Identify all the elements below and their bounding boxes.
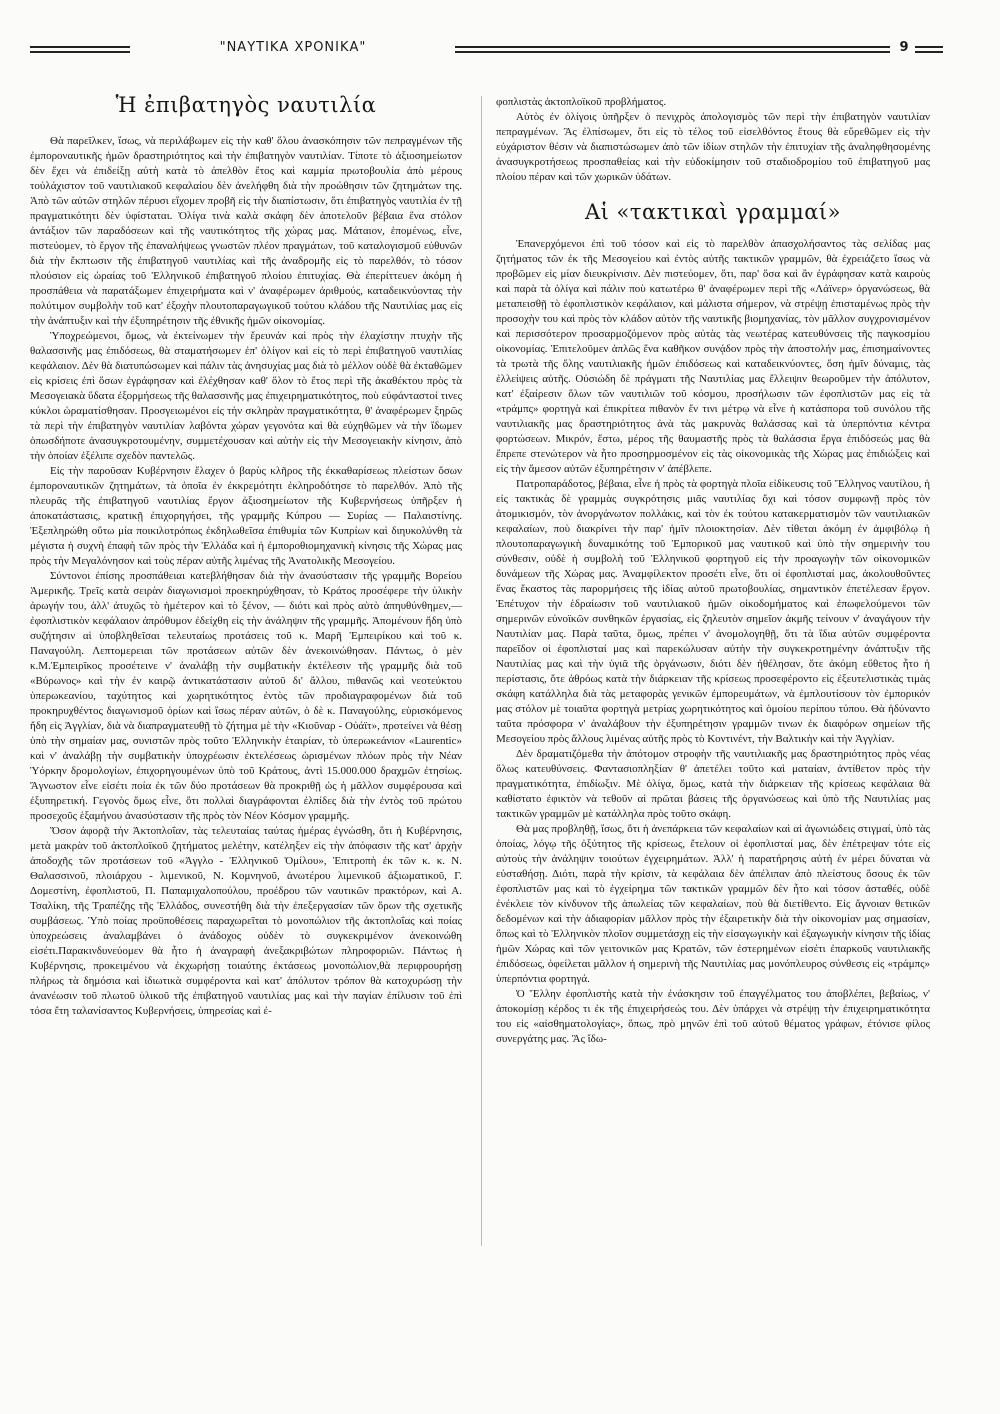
right-column bbox=[496, 95, 930, 1047]
article-paragraph: Ὑποχρεώμενοι, ὅμως, νὰ ἐκτείνωμεν τὴν ἔρευνάν καὶ πρὸς τὴν ἐλαχίστην πτυχὴν τῆς θαλασσινῆς μας ἐπιδόσεως, θὰ σταματήσωμεν ἐπ' ὀλίγον καὶ εἰς τὸ περὶ ἐπιβατηγοῦ ναυτιλίας κεφάλαιον. Δὲν θὰ διατυπώσωμεν καὶ πάλιν τὰς ἀνησυχίας μας διὰ τὸ μέλλον οὐδὲ θὰ ἐκταθῶμεν εἰς κρίσεις ἐπὶ ὅσων ἐγράφησαν καὶ ἐλέχθησαν καθ' ὅλον τὸ ἔτος περὶ τῆς ἀκαθέκτου πρὸς τὰ Μεσογειακὰ ὕδατα ἐξορμήσεως τῆς θαλασσινῆς μας ἐπιχειρηματικότητος, ποὺ εὐφάνταστοί τινες κύκλοι ὡραματίσθησαν. Προσγειωμένοι εἰς τὴν σκληρὰν πραγματικότητα, θ' ἀναφέρωμεν ξηρῶς τὰ περὶ τὴν ἐπιβατηγὸν ναυτιλίαν λαβόντα χώραν γεγονότα καὶ θὰ εὐχηθῶμεν νὰ τὴν ἴδωμεν ὁπωσδήποτε ἀνασυγκροτουμένην, συμμετέχουσαν καὶ αὐτὴν εἰς τὴν Μεσογειακὴν κίνησιν, ἀπὸ τὴν ὁποίαν ἐξέλιπε σχεδὸν παντελῶς. bbox=[30, 330, 462, 462]
article-paragraph: Ἐπανερχόμενοι ἐπὶ τοῦ τόσον καὶ εἰς τὸ παρελθὸν ἀπασχολήσαντος τὰς σελίδας μας ζητήματος τῶν ἐκ τῆς Μεσογείου καὶ ἐντὸς αὐτῆς τακτικῶν γραμμῶν, θὰ ἐχρειάζετο ἴσως νὰ προβῶμεν εἰς μίαν διευκρίνισιν. Δὲν πιστεύομεν, ὅτι, παρ' ὅσα καὶ ἂν ἐγράφησαν κατὰ καιροὺς καὶ παρὰ τὰ ὀλίγα καὶ πάλιν ποὺ κατωτέρω θ' ἀναφέρωμεν περὶ τῆς «Λάϊνερ» ὀργανώσεως, θὰ μεταπεισθῇ τὸ ἐφοπλιστικὸν κεφάλαιον, καὶ μάλιστα σήμερον, νὰ στρέψῃ ἐπισταμένως πρὸς τὴν προσοχὴν του καὶ πρὸς τὸν κλάδον αὐτὸν τῆς ναυτικῆς βιομηχανίας, τὸν μᾶλλον συγχρονισμένον καὶ περισσότερον προσαρμοζόμενον πρὸς αὐτὰς τὰς νεωτέρας κατευθύνσεις τῆς παγκοσμίου οἰκονομίας. Ἐπιτελοῦμεν ἁπλῶς ἕνα καθῆκον συνᾴδον πρὸς τὴν ἀποστολήν μας, ἐπισημαίνοντες τὰ τρωτὰ τῆς ὅλης ναυτιλιακῆς ἡμῶν ἐπιδόσεως καὶ καταδεικνύοντες, ὅση ἡμῖν δύναμις, τὰς ἐλλείψεις αὐτῆς. Οὐσιώδη δὲ πράγματι τῆς Ναυτιλίας μας ἔλλειψιν θεωροῦμεν τὴν ἀπόλυτον, κατ' ἐξαίρεσιν ὅλων τῶν ναυτιλιῶν τοῦ κόσμου, προσήλωσιν τῶν ἐφοπλιστῶν μας εἰς τὰ «τράμπς» φορτηγὰ καὶ ἐπικρίτεα πιθανὸν ἔν τινι μέτρῳ νὰ εἶνε ἡ κατάσπορα τοῦ συνόλου τῆς ναυτιλιακῆς μας δραστηριότητος ἀνὰ τὰς μακρυνὰς θαλάσσας καὶ τὰ ὑπερπόντια κέντρα φορτώσεων. Μικρόν, ἔστω, μέρος τῆς θαυμαστῆς πρὸς τὰ θαλάσσια ἔργα ἐπιδόσεώς μας θὰ ἔπρεπε στενώτερον νὰ ἦτο προσηρμοσμένον εἰς τὰς οἰκονομικὰς τῆς Χώρας μας ἐπιδιώξεις καὶ εἰς τὴν ἄμεσον αὐτῶν ἐξυπηρέτησιν ν' ἀπέβλεπε. bbox=[496, 238, 930, 475]
article-paragraph: Σύντονοι ἐπίσης προσπάθειαι κατεβλήθησαν διὰ τὴν ἀνασύστασιν τῆς γραμμῆς Βορείου Ἀμερικῆς. Τρεῖς κατὰ σειρὰν διαγωνισμοὶ προεκηρύχθησαν, τὸ Κράτος προσέφερε τὴν ὑλικὴν ἀρωγήν του, ἀλλ' ἀτυχῶς τὸ ἡμέτερον καὶ τὸ ξένον, — διότι καὶ πρὸς αὐτὸ ἀπηυθύνθημεν,— ἐφοπλιστικὸν κεφάλαιον ἀπρόθυμον ἐδείχθη εἰς τὴν ἀνάληψιν τῆς γραμμῆς. Ἀπομένουν ἤδη ὑπὸ συζήτησιν αἱ ὑποβληθεῖσαι τελευταίως προτάσεις τοῦ κ. Μαρῆ Ἐμπειρίκου καὶ τοῦ κ. Παναγούλη. Λεπτομερειαι τῶν προτάσεων αὐτῶν δὲν ἀνεκοινώθησαν. Πάντως, ὁ μὲν κ.Μ.Ἐμπειρῖκος προσέτεινε ν' ἀναλάβῃ τὴν συμβατικὴν ἐκτέλεσιν τῆς γραμμῆς διὰ τοῦ «Βύρωνος» καὶ τὴν ἐν καιρῷ ἀντικατάστασιν αὐτοῦ δι' ἄλλου, πιθανῶς καὶ νεοτεύκτου ὑπερωκεανίου, ταχύτητος καὶ χωρητικότητος ἐντὸς τῶν προδιαγραφομένων διὰ τοῦ προκηρυχθέντος διαγωνισμοῦ ὁρίων καὶ ἴσως πέραν αὐτῶν, ὁ δὲ κ. Παναγούλης, εὑρισκόμενος ἤδη εἰς Ἀγγλίαν, διὰ νὰ διαπραγματευθῇ τὸ ζήτημα μὲ τὴν «Κιοῦναρ - Οὐάϊτ», προτείνει νὰ θέσῃ ὑπὸ τὴν σημαίαν μας, συνιστῶν πρὸς τοῦτο Ἑλληνικὴν ἑταιρίαν, τὸ ὑπερωκεάνιον «Laurentic» καὶ ν' ἀναλάβῃ τὴν συμβατικὴν ὑποχρέωσιν ἐκτελέσεως ὡρισμένων πλόων πρὸς τὴν Νέαν Ὑόρκην δρομολογίων, ἐπιχορηγουμένων ὑπὸ τοῦ Κράτους, ἀντὶ 15.000.000 δραχμῶν ἐτησίως. Ἄγνωστον εἶνε εἰσέτι ποία ἐκ τῶν δύο προτάσεων θὰ προκριθῇ ὡς ἡ μᾶλλον συμφέρουσα καὶ ἐξυπηρετική. Γεγονὸς ὅμως εἶνε, ὅτι πολλαὶ διαγράφονται ἐλπίδες διὰ τὴν ἐντὸς τοῦ πρώτου προσεχοῦς ἑξαμήνου ἀνασύστασιν τῆς πρὸς τὸν Νέον Κόσμον γραμμῆς. bbox=[30, 570, 462, 822]
left-column bbox=[30, 88, 462, 1019]
article-title-regular-lines: Αἱ «τακτικαὶ γραμμαί» bbox=[584, 200, 842, 224]
article-paragraph: Εἰς τὴν παροῦσαν Κυβέρνησιν ἔλαχεν ὁ βαρὺς κλῆρος τῆς ἐκκαθαρίσεως πλείστων ὅσων ἐμποροναυτικῶν ζητημάτων, τὰ ὁποῖα ἐν ἐκκρεμότητι ἐκληροδότησε τὸ παρελθόν. Ἀπὸ τῆς πλευρᾶς τῆς ἐπιβατηγοῦ ναυτιλίας ἔργον ἀξιοσημείωτον τῆς Κυβερνήσεως ὑπῆρξεν ἡ ἀποκατάστασις, κρατικῇ ἐπιχορηγήσει, τῆς γραμμῆς Κύπρου — Συρίας — Παλαιστίνης. Ἐξεπληρώθη οὕτω μία ποικιλοτρόπως ἐκδηλωθεῖσα ἐπιθυμία τῶν Κυπρίων καὶ διηυκολύνθη τὰ μέγιστα ἡ συχνὴ ἐπαφὴ τῶν πρὸς τὴν Ἑλλάδα καὶ ἡ ἐμποροθιομηχανικὴ κίνησις τῆς Χώρας μας πρὸς τὴν Μεγαλόνησον καὶ τοὺς πέραν αὐτῆς λιμένας τῆς Ἀνατολικῆς Μεσογείου. bbox=[30, 465, 462, 567]
article-paragraph: Θὰ παρεῖλκεν, ἴσως, νὰ περιλάβωμεν εἰς τὴν καθ' ὅλου ἀνασκόπησιν τῶν πεπραγμένων τῆς ἐμποροναυτικῆς ἡμῶν δραστηριότητος καὶ τὴν ἐπιβατηγὸν ναυτιλίαν. Τίποτε τὸ ἀξιοσημείωτον δὲν ἔχει νὰ ἐπιδείξῃ αὐτὴ κατὰ τὸ ἀπελθὸν ἔτος καὶ καμμία πρωτοβουλία ἀπὸ μέρους τοὐλάχιστον τοῦ ναυτιλιακοῦ κεφαλαίου δὲν ἀνελήφθη διὰ τὴν προώθησιν τῶν ζητημάτων της. Ἀπὸ τῶν αὐτῶν στηλῶν πέρυσι εἴχομεν προβῆ εἰς τὴν διαπίστωσιν, ὅτι ἐπιβατηγὸς ναυτιλία ἐν τῇ πραγματικότητι δὲν ὑφίσταται. Ὀλίγα τινὰ καλὰ σκάφη δὲν ἀποτελοῦν βέβαια ἕνα στόλον ἀντάξιον τῶν παραδόσεων καὶ τῆς ναυτικότητος τῆς χώρας μας. Μάταιον, ἑπομένως, εἶνε, πιστεύομεν, τὸ ἔργον τῆς ἐπαναλήψεως γνωστῶν πλέον πραγμάτων, τοῦ καταλογισμοῦ εὐθυνῶν διὰ τὴν ἔκπτωσιν τῆς ἐπιβατηγοῦ ναυτιλίας καὶ τῆς ἀναδρομῆς εἰς τὸ παρελθόν, τὸ τόσον πλούσιον εἰς ὡραίας τοῦ Ἑλληνικοῦ ἐπιβατηγοῦ πλοίου ἐπιτυχίας. Θὰ ἐπερίττευεν ἀκόμη ἡ προσπάθεια νὰ παρατάξωμεν ἐπιχειρήματα καὶ ν' ἀναφέρωμεν ἀριθμούς, καταδεικνύοντας τὴν πολύτιμον συμβολὴν τοῦ κατ' ἐξοχὴν πλουτοπαραγωγικοῦ τούτου κλάδου τῆς Ναυτιλίας μας εἰς τὴν ἀνάπτυξιν καὶ τὴν ἐξυπηρέτησιν τῆς ἐθνικῆς ἡμῶν οἰκονομίας. bbox=[30, 135, 462, 327]
header-rule-end bbox=[915, 46, 943, 53]
journal-title: "ΝΑΥΤΙΚΑ ΧΡΟΝΙΚΑ" bbox=[219, 40, 367, 55]
article-paragraph: Πατροπαράδοτος, βέβαια, εἶνε ἡ πρὸς τὰ φορτηγὰ πλοῖα εἰδίκευσις τοῦ Ἕλληνος ναυτίλου, ἡ εἰς τακτικὰς δὲ γραμμὰς συγκρότησις μιᾶς ναυτιλίας ὄχι καὶ τόσον συμφωνῇ πρὸς τὸν ἀτομικισμόν, τὸν ἀνοργάνωτον πολλάκις, καὶ τὸν ἐκ τούτου κατακερματισμὸν τῶν ναυτιλιακῶν κεφαλαίων, ποὺ διακρίνει τὴν παρ' ἡμῖν πλοιοκτησίαν. Δὲν τίθεται ἀκόμη ἐν ἀμφιβόλῳ ἡ πλουτοπαραγωγικὴ δυναμικότης τοῦ Ἐμπορικοῦ μας ναυτικοῦ καὶ ὑπὸ τὴν σημερινὴν του σύνθεσιν, οὐδὲ ἡ συμβολὴ τοῦ Ἑλληνικοῦ φορτηγοῦ εἰς τὴν προαγωγὴν τῶν οἰκονομικῶν δυνάμεων τῆς Χώρας μας. Ἀναμφίλεκτον προσέτι εἶνε, ὅτι οἱ ἐφοπλισταί μας, ἀκολουθοῦντες ἕνας ἕκαστος τὰς παρορμήσεις τῆς ἰδίας αὐτοῦ πρωτοβουλίας, σημαντικὸν ἐπετέλεσαν ἔργον. Ἐπέτυχον τὴν ἑδραίωσιν τοῦ ναυτιλιακοῦ ἡμῶν οἰκοδομήματος καὶ ἐπωφελούμενοι τῶν σημερινῶν εὐνοϊκῶν συνθηκῶν ἐργασίας, εἰς ζηλευτὸν σημεῖον ἀκμῆς τείνουν ν' ἀναγάγουν τὴν Ναυτιλίαν μας. Παρὰ ταῦτα, ὅμως, πρέπει ν' ἀνομολογηθῇ, ὅτι τὰ ἴδια αὐτῶν συμφέροντα παρεῖδον οἱ ἐφοπλισταί μας καὶ παρεκώλυσαν αὐτὴν τὴν συγκεκροτημένην ἀνάπτυξιν τῆς Ναυτιλίας μας καὶ τὴν ὑγιᾶ τῆς ὀργάνωσιν, διότι δὲν ἠθέλησαν, ὅτε ἀκόμη εὔθετος ἦτο ἡ περίστασις, ὅτε ἀθρόως κατὰ τὴν διάρκειαν τῆς κρίσεως προσεφέροντο εἰς ἐξευτελιστικὰς τιμὰς σκάφη κατάλληλα διὰ τὰς μεταφορὰς γενικῶν ἐμπορευμάτων, νὰ ἐμπλουτίσουν τὸν ἐμπορικόν μας στόλον μὲ τοιαῦτα φορτηγὰ μετρίας χωρητικότητος καὶ ὁμοίου περίπου τύπου. Θὰ ἠδύναντο ταῦτα πρόσφορα ν' ἀναλάβουν τὴν ἐξυπηρέτησιν γραμμῶν τινων ἐκ διαφόρων σημείων τῆς Μεσογείου πρὸς ἄλλους λιμένας αὐτῆς πρὸς τὸ Κοντινέντ, τὴν Βαλτικὴν καὶ τὴν Ἀγγλίαν. bbox=[496, 478, 930, 745]
column-divider bbox=[481, 96, 482, 1246]
article-title-passenger-shipping: Ἡ ἐπιβατηγὸς ναυτιλία bbox=[115, 93, 377, 117]
continued-paragraph: φοπλιστὰς ἀκτοπλοϊκοῦ προβλήματος. bbox=[496, 96, 667, 108]
article-paragraph: Θὰ μας προβληθῇ, ἴσως, ὅτι ἡ ἀνεπάρκεια τῶν κεφαλαίων καὶ αἱ ἀγωνιώδεις στιγμαί, ὑπὸ τὰς ὁποίας, λόγῳ τῆς ὀξύτητος τῆς κρίσεως, ἔτελουν οἱ ἐφοπλισταί μας, δὲν ἐπέτρεψαν τότε εἰς αὐτοὺς τὴν ἀνάληψιν τοιούτων ἐγχειρημάτων. Ἀλλ' ἡ παρατήρησις αὐτὴ ἐν μέρει δύναται νὰ εὐσταθήσῃ. Διότι, παρὰ τὴν κρίσιν, τὰ κεφάλαια δὲν ἀπέλιπαν ἀπὸ πλείστους ὅσους ἐκ τῶν ἐφοπλιστῶν μας καὶ τὸ ἐγχείρημα τῶν τακτικῶν γραμμῶν δὲν ἦτο καὶ τόσον ἀσταθές, οὐδὲ ἐνέκλειε τὸν κίνδυνον τῆς ἀπωλείας τῶν κεφαλαίων, ποὺ θὰ διετίθεντο. Εἰς ἄγνοιαν θετικῶν δεδομένων καὶ τὴν ἀδιαφορίαν μᾶλλον πρὸς τὴν ἐξαιρετικὴν διὰ τὴν οἰκονομίαν μας σημασίαν, ὅπως καὶ τὸ Ἑλληνικὸν πλοῖον συμμετάσχῃ εἰς τὴν εἰσαγωγικὴν καὶ ἐξαγωγικὴν κίνησιν τῆς ἰδίας ἡμῶν Χώρας καὶ τῶν γειτονικῶν μας Κρατῶν, τῶν ἐστερημένων εἰσέτι ἐπαρκοῦς ναυτιλιακῆς ἐπιδόσεως, ὀφείλεται μᾶλλον ἡ σημερινὴ τῆς Ναυτιλίας μας μονόπλευρος σύνθεσις εἰς «τράμπς» ὑπερπόντια φορτηγά. bbox=[496, 823, 930, 985]
running-header bbox=[30, 40, 945, 60]
article-paragraph: Ὁ Ἕλλην ἐφοπλιστὴς κατὰ τὴν ἐνάσκησιν τοῦ ἐπαγγέλματος του ἀποβλέπει, βεβαίως, ν' ἀποκομίσῃ κέρδος τι ἐκ τῆς ἐπιχειρήσεώς του. Δὲν ὑπάρχει νὰ στρέψῃ τὴν ἐπιχειρηματικότητα του εἰς «αἰσθηματολογίας», ὅπως, πρὸ μηνῶν ἐπὶ τοῦ αὐτοῦ θέματος γράφων, ἐτόνισε φίλος συνεργάτης μας. Ἂς ἴδω- bbox=[496, 988, 930, 1045]
article-paragraph: Αὐτὸς ἐν ὀλίγοις ὑπῆρξεν ὁ πενιχρὸς ἀπολογισμὸς τῶν περὶ τὴν ἐπιβατηγὸν ναυτιλίαν πεπραγμένων. Ἂς ἐλπίσωμεν, ὅτι εἰς τὸ τέλος τοῦ εἰσελθόντος ἔτους θὰ εὕρεθῶμεν εἰς τὴν εὐχάριστον θέσιν νὰ διαπιστώσωμεν ἀπὸ τῶν ἰδίων στηλῶν τὴν ἐπιτυχίαν τῆς ἀναληφθησομένης ἀνασυγκροτήσεως προσπαθείας καὶ τὴν εὐδοκίμησιν τοῦ σταδιοδρομίου τοῦ ἐπιβατηγοῦ μας πλοίου πέραν καὶ τῶν χωρικῶν ὑδάτων. bbox=[496, 111, 930, 183]
article-paragraph: Δὲν δραματιζόμεθα τὴν ἀπότομον στροφὴν τῆς ναυτιλιακῆς μας δραστηριότητος πρὸς νέας ὅλως κατευθύνσεις. Φαντασιοπληξίαν θ' ἀπετέλει τοῦτο καὶ ματαίαν, ἀντίθετον πρὸς τὴν πραγματικότητα, ἐπιδίωξιν. Μὲ ὀλίγα, ὅμως, κατὰ τὴν διάρκειαν τῆς κρίσεως κεφάλαια θὰ καθίστατο ἐφικτὸν νὰ τεθοῦν αἱ πρῶται βάσεις τῆς ὀργανώσεως καὶ ὑπὸ τῆς Ναυτιλίας μας τακτικῶν γραμμῶν μὲ κατάλληλα πρὸς τοῦτο σκάφη. bbox=[496, 748, 930, 820]
header-rule-right bbox=[455, 46, 890, 53]
page-number: 9 bbox=[899, 40, 909, 55]
article-paragraph: Ὅσον ἀφορᾷ τὴν Ἀκτοπλοΐαν, τὰς τελευταίας ταύτας ἡμέρας ἐγνώσθη, ὅτι ἡ Κυβέρνησις, μετὰ μακρὰν τοῦ ἀκτοπλοϊκοῦ ζητήματος μελέτην, κατέληξεν εἰς τὴν ἀπόφασιν τῆς κατ' ἀρχὴν ἀποδοχῆς τῶν προτάσεων τοῦ «Ἀγγλο - Ἑλληνικοῦ Ὁμίλου», Ἐπιτροπὴ ἐκ τῶν κ. κ. Ν. Θαλασσινοῦ, πλοιάρχου - λιμενικοῦ, Ν. Κομνηνοῦ, ἀνωτέρου λιμενικοῦ ἀξιωματικοῦ, Γ. Δομεστίνη, ἐφοπλιστοῦ, Π. Παπαμιχαλοπούλου, προέδρου τῶν ναυτικῶν πρακτόρων, καὶ Α. Τσαλίκη, τῆς Τραπέζης τῆς Ἑλλάδος, συνεστήθη διὰ τὴν ἐπεξεργασίαν τῶν ὅρων τῆς σχετικῆς συμβάσεως. Ὑπὸ ποίας προϋποθέσεις παραχωρεῖται τὸ μονοπώλιον τῆς ἀκτοπλοΐας καὶ ποίας ὑποχρεώσεις ἀναλαμβάνει ὁ ἀνάδοχος οὐδὲν τὸ συγκεκριμένον ἀνεκοινώθη εἰσέτι.Παρακινδυνεύομεν θὰ ἦτο ἡ ἀναγραφὴ ἀνεξακριβώτων πληροφοριῶν. Πάντως ἡ Κυβέρνησις, προκειμένου νὰ ἐκχωρήσῃ τοιαύτης ἐκτάσεως μονοπώλιον,θὰ περιφρουρήσῃ πλήρως τὰ δημόσια καὶ ἰδιωτικὰ συμφέροντα καὶ κατ' ἀπόλυτον τρόπον θὰ κατοχυρώσῃ τὴν ἀνανέωσιν τοῦ πλωτοῦ ὑλικοῦ τῆς ἐπιβατηγοῦ ναυτιλίας μας καὶ τὴν παγίαν ἐπίλυσιν τοῦ ἐπὶ τόσα ἔτη ταλανίσαντος Κυβερνήσεις, ὑπηρεσίας καὶ ἐ- bbox=[30, 825, 462, 1017]
header-rule-left bbox=[30, 46, 130, 53]
